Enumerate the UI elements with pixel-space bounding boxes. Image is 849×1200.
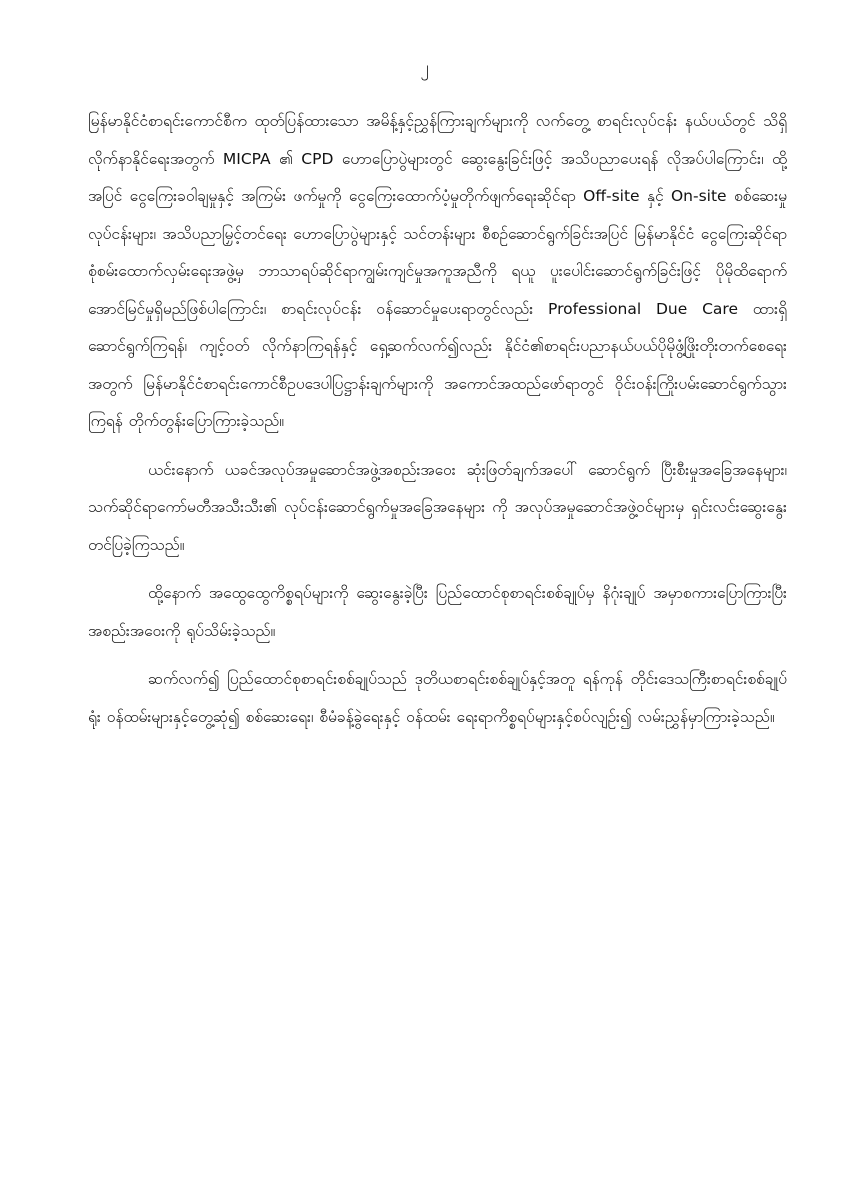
paragraph-committee-reports: ယင်းနောက် ယခင်အလုပ်အမှုဆောင်အဖွဲ့အစည်းအဝေး ဆုံးဖြတ်ချက်အပေါ် ဆောင်ရွက် ပြီးစီးမှုအခြေအနေများ၊ သက်ဆိုင်ရာကော်မတီအသီးသီး၏ လုပ်ငန်းဆောင်ရွက်မှုအခြေအနေများ ကို အလုပ်အမှုဆောင်အဖွဲ့ဝင်များမှ ရှင်းလင်းဆွေးနွေးတင်ပြခဲ့ကြသည်။ <box>88 460 787 554</box>
paragraph-staff-meeting: ဆက်လက်၍ ပြည်ထောင်စုစာရင်းစစ်ချုပ်သည် ဒုတိယစာရင်းစစ်ချုပ်နှင့်အတူ ရန်ကုန် တိုင်းဒေသကြီးစာရင်းစစ်ချုပ်ရုံး ဝန်ထမ်းများနှင့်တွေ့ဆုံ၍ စစ်ဆေးရေး၊ စီမံခန့်ခွဲရေးနှင့် ဝန်ထမ်း ရေးရာကိစ္စရပ်များနှင့်စပ်လျဉ်း၍ လမ်းညွှန်မှာကြားခဲ့သည်။ <box>88 670 787 726</box>
paragraph-council-directives: မြန်မာနိုင်ငံစာရင်းကောင်စီက ထုတ်ပြန်ထားသော အမိန့်နှင့်ညွှန်ကြားချက်များကို လက်တွေ့ စာရင်းလုပ်ငန်း နယ်ပယ်တွင် သိရှိလိုက်နာနိုင်ရေးအတွက် MICPA ၏ CPD ဟောပြောပွဲများတွင် ဆွေးနွေးခြင်းဖြင့် အသိပညာပေးရန် လိုအပ်ပါကြောင်း၊ ထို့အပြင် ငွေကြေးခဝါချမှုနှင့် အကြမ်း ဖက်မှုကို ငွေကြေးထောက်ပံ့မှုတိုက်ဖျက်ရေးဆိုင်ရာ Off-site နှင့် On-site စစ်ဆေးမှုလုပ်ငန်းများ၊ အသိပညာမြှင့်တင်ရေး ဟောပြောပွဲများနှင့် သင်တန်းများ စီစဉ်ဆောင်ရွက်ခြင်းအပြင် မြန်မာနိုင်ငံ ငွေကြေးဆိုင်ရာ စုံစမ်းထောက်လှမ်းရေးအဖွဲ့မှ ဘာသာရပ်ဆိုင်ရာကျွမ်းကျင်မှုအကူအညီကို ရယူ ပူးပေါင်းဆောင်ရွက်ခြင်းဖြင့် ပိုမိုထိရောက်အောင်မြင်မှုရှိမည်ဖြစ်ပါကြောင်း၊ စာရင်းလုပ်ငန်း ဝန်ဆောင်မှုပေးရာတွင်လည်း Professional Due Care ထားရှိဆောင်ရွက်ကြရန်၊ ကျင့်ဝတ် လိုက်နာကြရန်နှင့် ရှေ့ဆက်လက်၍လည်း နိုင်ငံ၏စာရင်းပညာနယ်ပယ်ပိုမိုဖွံ့ဖြိုးတိုးတက်စေရေး အတွက် မြန်မာနိုင်ငံစာရင်းကောင်စီဥပဒေပါပြဋ္ဌာန်းချက်များကို အကောင်အထည်ဖော်ရာတွင် ဝိုင်းဝန်းကြိုးပမ်းဆောင်ရွက်သွားကြရန် တိုက်တွန်းပြောကြားခဲ့သည်။ <box>88 112 787 430</box>
paragraph-meeting-closing: ထို့နောက် အထွေထွေကိစ္စရပ်များကို ဆွေးနွေးခဲ့ပြီး ပြည်ထောင်စုစာရင်းစစ်ချုပ်မှ နိဂုံးချုပ် အမှာစကားပြောကြားပြီး အစည်းအဝေးကို ရုပ်သိမ်းခဲ့သည်။ <box>88 584 787 640</box>
body-text <box>88 103 787 736</box>
page-number: ၂ <box>420 58 429 78</box>
